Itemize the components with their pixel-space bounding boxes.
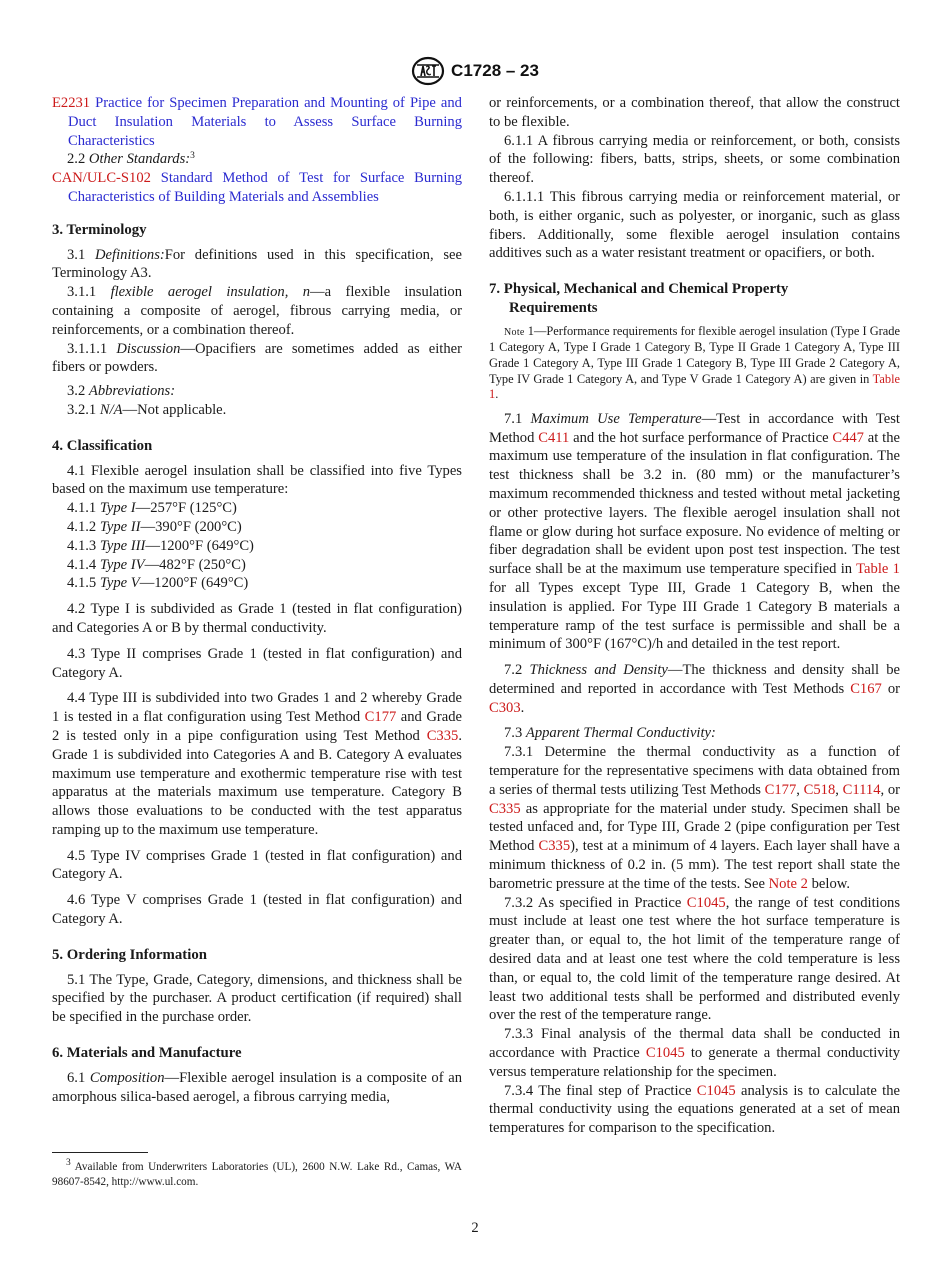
type-item: 4.1.5 Type V—1200°F (649°C) bbox=[67, 575, 249, 592]
note-1: Note 1—Performance requirements for flexible aerogel insulation (Type I Grade 1 Category A, Type I Grade 1 Category B, Type II Grade 1 Category A, Type III Grade 1 Category A, Type III Grade 1 Category B, Type III Grade 2 Category A, Type IV Grade 1 Category A, and Type V Grade 1 Category A) are given in Table 1. bbox=[489, 323, 901, 402]
section-7-1: 7.1 Maximum Use Temperature—Test in accordance with Test Method C411 and the hot surface performance of Practice C447 at the maximum use temperature of the insulation in flat configuration. The test thickness shall be 3.2 in. (80 mm) or the manufacturer’s maximum recommended thickness and tested without metal jacketing or other protective layers. The flexible aerogel insulation shall not flame or glow during hot surface exposure. No evidence of melting or fiber degradation shall be evident upon post test inspection. The test surface shall be at the maximum use temperature specified in Table 1 for all Types except Type III, Grade 1 Category B, when the insulation is applied. For Type III Grade 1 Category B materials a temperature ramp of the test surface is permissible and shall be a minimum of 300°F (167°C)/h and detailed in the test report. bbox=[489, 410, 900, 653]
section-2-2: 2.2 Other Standards:$^3$ bbox=[67, 151, 195, 168]
section-6-1: 6.1 Composition—Flexible aerogel insulation is a composite of an amorphous silica-based aerogel, a fibrous carrying media, bbox=[52, 1069, 462, 1105]
section-4-5: 4.5 Type IV comprises Grade 1 (tested in flat configuration) and Category A. bbox=[52, 847, 462, 883]
ref-link-c1045[interactable]: C1045 bbox=[686, 894, 726, 911]
section-4-6: 4.6 Type V comprises Grade 1 (tested in flat configuration) and Category A. bbox=[52, 892, 462, 928]
ref-link-c1045[interactable]: C1045 bbox=[645, 1045, 685, 1062]
ref-link-c335[interactable]: C335 bbox=[538, 838, 571, 855]
section-6-1-continued: or reinforcements, or a combination thereof, that allow the construct to be flexible. bbox=[489, 95, 900, 130]
document-designation: C1728 – 23 bbox=[451, 61, 539, 80]
astm-logo-icon bbox=[411, 56, 445, 86]
right-column bbox=[489, 94, 900, 1138]
footnote-rule bbox=[52, 1152, 148, 1153]
ref-link-c1045[interactable]: C1045 bbox=[696, 1082, 736, 1099]
ref-link-c1114[interactable]: C1114 bbox=[842, 781, 881, 798]
ref-link-c411[interactable]: C411 bbox=[538, 429, 570, 446]
ref-link-c447[interactable]: C447 bbox=[832, 429, 864, 446]
ref-link-c177[interactable]: C177 bbox=[364, 709, 397, 726]
section-heading-6: 6. Materials and Manufacture bbox=[52, 1045, 242, 1062]
reference-can-ulc-s102[interactable]: CAN/ULC-S102 Standard Method of Test for Surface Burning Characteristics of Building Materials and Assemblies bbox=[52, 170, 462, 205]
ref-link-c303[interactable]: C303 bbox=[489, 699, 521, 716]
section-7-2: 7.2 Thickness and Density—The thickness and density shall be determined and reported in accordance with Test Methods C167 or C303. bbox=[489, 662, 901, 716]
section-7-3: 7.3 Apparent Thermal Conductivity: bbox=[504, 725, 716, 742]
type-item: 4.1.1 Type I—257°F (125°C) bbox=[67, 500, 237, 517]
section-6-1-1-1: 6.1.1.1 This fibrous carrying media or reinforcement material, or both, is either organic, such as polyester, or inorganic, such as glass fibers. Additionally, some flexible aerogel insulation contains additives such as a water resistant treatment or opacifiers, or both. bbox=[489, 188, 900, 262]
type-item: 4.1.4 Type IV—482°F (250°C) bbox=[67, 556, 246, 573]
section-4-4: 4.4 Type III is subdivided into two Grades 1 and 2 whereby Grade 1 is tested in a flat configuration using Test Method C177 and Grade 2 is tested only in a pipe configuration using Test Method C335. Grade 1 is subdivided into Categories A and B. Category A evaluates maximum use temperature and exothermic temperature rise with test apparatus at the materials maximum use temperature. Category B allows those evaluations to be conducted with the test apparatus ramping up to the maximum use temperature. bbox=[52, 690, 462, 838]
section-7-3-2: 7.3.2 As specified in Practice C1045, the range of test conditions must include at least one test where the hot surface temperature is greater than, or equal to, the hot limit of the temperature range of desired data and at least one test where the cold temperature is less than, or equal to, the cold limit of the temperature range desired. At least two additional tests shall be performed and distributed evenly over the rest of the temperature range. bbox=[489, 894, 900, 1024]
section-3-1-1: 3.1.1 flexible aerogel insulation, n—a flexible insulation containing a composite of aerogel, fibrous carrying media, or reinforcements, or a combination thereof. bbox=[52, 284, 462, 338]
section-7-3-1: 7.3.1 Determine the thermal conductivity as a function of temperature for the representative specimens with data obtained from a series of thermal tests utilizing Test Methods C177, C518, C1114, or C335 as appropriate for the material under study. Specimen shall be tested unfaced and, for Type III, Grade 2 (pipe configuration per Test Method C335), test at a minimum of 4 layers. Each layer shall have a minimum thickness of 0.2 in. (5 mm). The test report shall state the barometric pressure at the time of the tests. See Note 2 below. bbox=[489, 744, 901, 892]
section-5-1: 5.1 The Type, Grade, Category, dimensions, and thickness shall be specified by the purchaser. A product certification (if required) shall be specified in the purchase order. bbox=[52, 971, 462, 1026]
section-3-2: 3.2 Abbreviations: bbox=[67, 383, 176, 400]
section-heading-7: 7. Physical, Mechanical and Chemical Property Requirements bbox=[489, 281, 789, 316]
ref-link-c177[interactable]: C177 bbox=[764, 781, 797, 798]
section-4-2: 4.2 Type I is subdivided as Grade 1 (tested in flat configuration) and Categories A or B by thermal conductivity. bbox=[52, 601, 462, 636]
section-4-1: 4.1 Flexible aerogel insulation shall be classified into five Types based on the maximum use temperature: bbox=[52, 462, 462, 498]
section-3-1: 3.1 Definitions:For definitions used in this specification, see Terminology A3. bbox=[52, 246, 462, 282]
section-7-3-4: 7.3.4 The final step of Practice C1045 analysis is to calculate the thermal conductivity using the equations generated at a set of mean temperatures for comparison to the specification. bbox=[489, 1082, 900, 1137]
section-3-1-1-1: 3.1.1.1 Discussion—Opacifiers are sometimes added as either fibers or powders. bbox=[52, 340, 462, 376]
page-number: 2 bbox=[471, 1220, 479, 1236]
ref-link-note-2[interactable]: Note 2 bbox=[768, 875, 808, 892]
left-column bbox=[52, 94, 462, 1106]
type-item: 4.1.3 Type III—1200°F (649°C) bbox=[67, 537, 254, 554]
ref-link-c167[interactable]: C167 bbox=[850, 680, 882, 697]
ref-link-c335[interactable]: C335 bbox=[426, 727, 459, 744]
ref-link-table-1[interactable]: Table 1 bbox=[489, 371, 901, 402]
ref-link-c518[interactable]: C518 bbox=[803, 781, 836, 798]
section-4-3: 4.3 Type II comprises Grade 1 (tested in flat configuration) and Category A. bbox=[52, 645, 462, 681]
footnote: $^3$ Available from Underwriters Laboratories (UL), 2600 N.W. Lake Rd., Camas, WA 98607-8542, http://www.ul.com. bbox=[52, 1158, 462, 1188]
page-header bbox=[0, 56, 950, 91]
section-heading-4: 4. Classification bbox=[52, 437, 153, 454]
section-6-1-1: 6.1.1 A fibrous carrying media or reinforcement, or both, consists of the following: fibers, batts, strips, sheets, or some combination thereof. bbox=[489, 132, 900, 187]
section-7-3-3: 7.3.3 Final analysis of the thermal data shall be conducted in accordance with Practice C1045 to generate a thermal conductivity versus temperature relationship for the specimen. bbox=[489, 1026, 900, 1080]
footnote-marker: 3 bbox=[190, 151, 195, 162]
section-3-2-1: 3.2.1 N/A—Not applicable. bbox=[67, 401, 227, 418]
section-heading-5: 5. Ordering Information bbox=[52, 946, 207, 963]
ref-link-c335[interactable]: C335 bbox=[489, 800, 521, 817]
section-heading-3: 3. Terminology bbox=[52, 221, 147, 238]
reference-e2231[interactable]: E2231 Practice for Specimen Preparation and Mounting of Pipe and Duct Insulation Materials to Assess Surface Burning Characteristics bbox=[52, 95, 462, 149]
ref-link-table-1[interactable]: Table 1 bbox=[856, 561, 900, 578]
type-item: 4.1.2 Type II—390°F (200°C) bbox=[67, 518, 242, 535]
